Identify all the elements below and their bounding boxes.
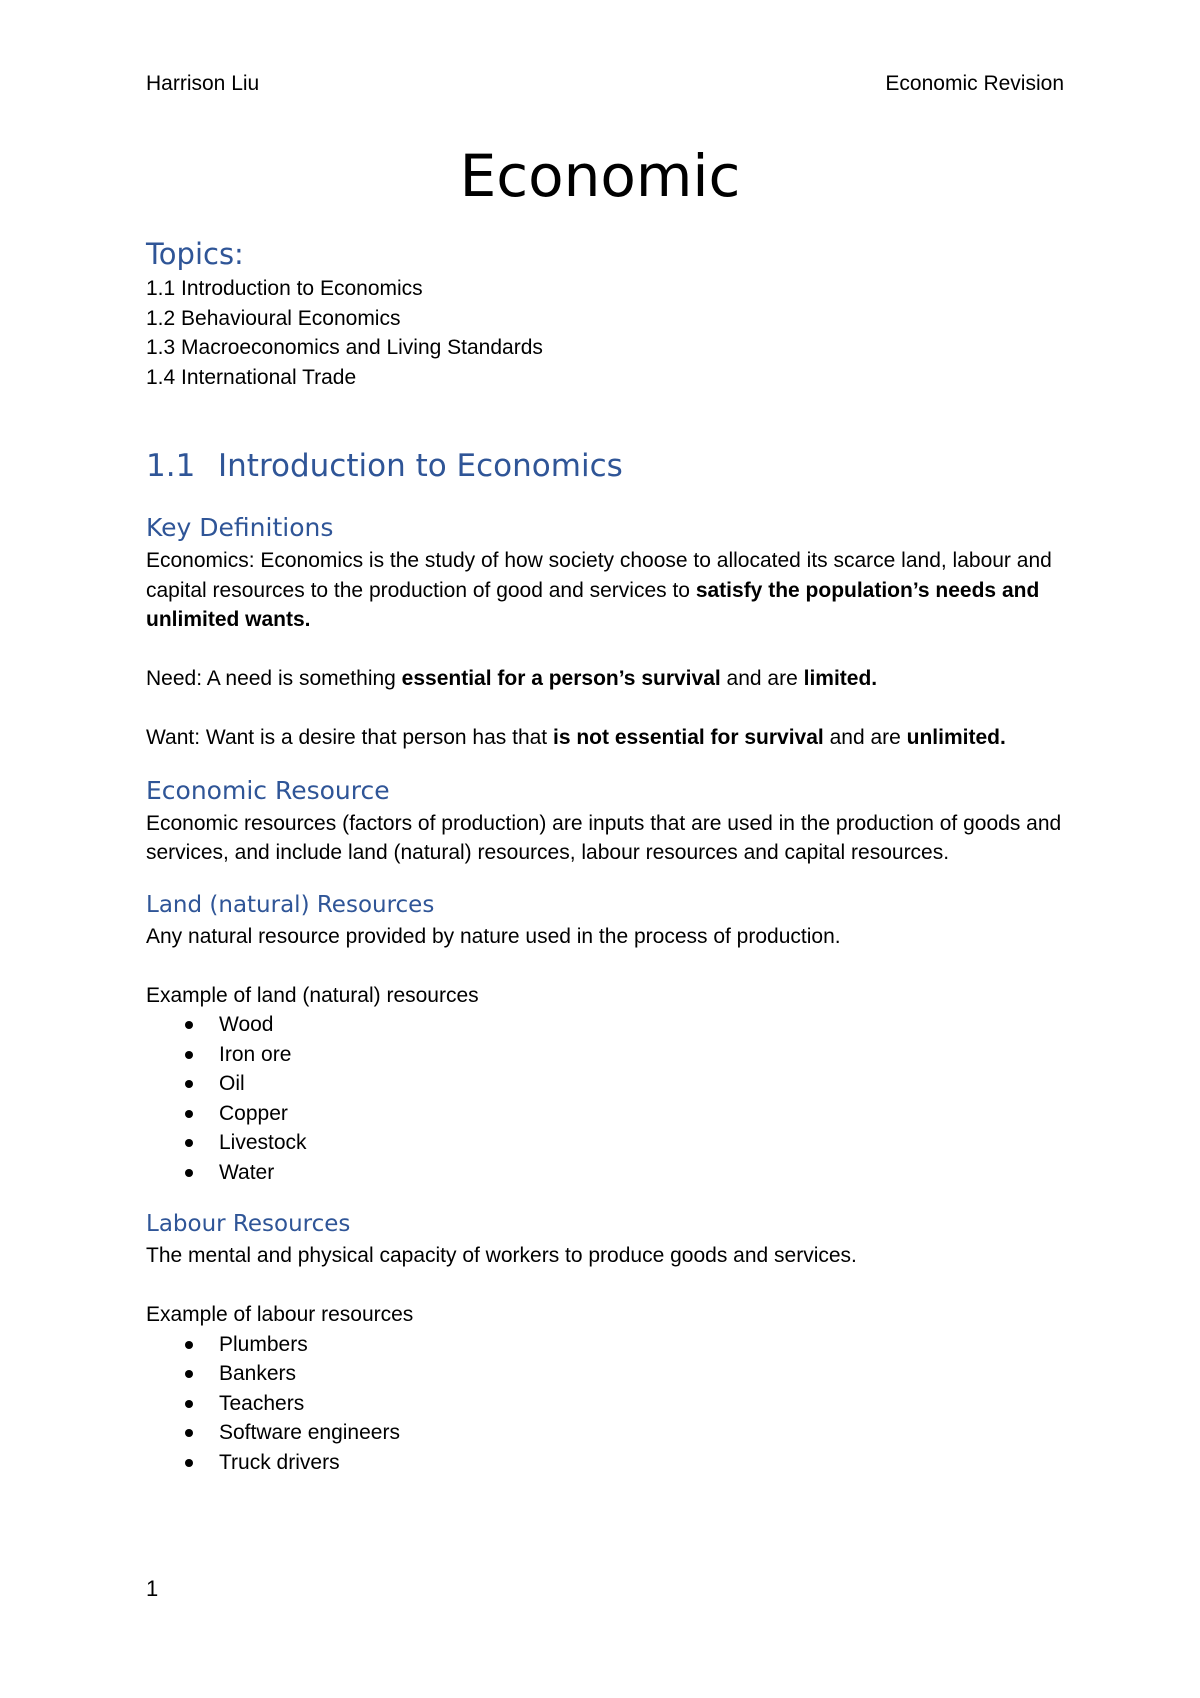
list-item: Iron ore xyxy=(146,1040,1066,1070)
section-heading xyxy=(146,444,1066,488)
economic-resource-text: Economic resources (factors of production) are inputs that are used in the production of goods and services, and include land (natural) resources, labour resources and capital resources. xyxy=(146,811,1062,864)
labour-example-label: Example of labour resources xyxy=(146,1303,414,1326)
topics-list xyxy=(146,274,1066,392)
list-item: Copper xyxy=(146,1099,1066,1129)
economic-resource-heading: Economic Resource xyxy=(146,775,390,805)
labour-resources-text: The mental and physical capacity of workers to produce goods and services. xyxy=(146,1244,857,1267)
labour-resources-heading: Labour Resources xyxy=(146,1211,351,1237)
key-definitions-heading: Key Definitions xyxy=(146,513,334,542)
land-resources-heading: Land (natural) Resources xyxy=(146,891,435,918)
land-example-label: Example of land (natural) resources xyxy=(146,983,479,1007)
topic-item: 1.2 Behavioural Economics xyxy=(146,306,401,330)
section-title: Introduction to Economics xyxy=(218,448,623,484)
labour-examples-list xyxy=(146,1330,1066,1478)
list-item: Truck drivers xyxy=(146,1448,1066,1478)
list-item: Software engineers xyxy=(146,1418,1066,1448)
list-item: Bankers xyxy=(146,1359,1066,1389)
economics-definition: Economics: Economics is the study of how society choose to allocated its scarce land, labour and capital resources to the production of good and services to satisfy the population’s needs and unlimited wants. xyxy=(146,549,1052,631)
section-number: 1.1 xyxy=(146,448,196,484)
header-doc-title: Economic Revision xyxy=(885,72,1064,95)
header-author: Harrison Liu xyxy=(146,72,260,95)
land-examples-list xyxy=(146,1010,1066,1187)
land-resources-text: Any natural resource provided by nature used in the process of production. xyxy=(146,924,841,948)
list-item: Plumbers xyxy=(146,1330,1066,1360)
page-number: 1 xyxy=(146,1576,159,1601)
list-item: Teachers xyxy=(146,1389,1066,1419)
list-item: Water xyxy=(146,1158,1066,1188)
list-item: Oil xyxy=(146,1069,1066,1099)
list-item: Wood xyxy=(146,1010,1066,1040)
topic-item: 1.1 Introduction to Economics xyxy=(146,277,423,300)
topic-item: 1.3 Macroeconomics and Living Standards xyxy=(146,336,543,359)
want-definition: Want: Want is a desire that person has that is not essential for survival and are unlimited. xyxy=(146,726,1006,749)
topic-item: 1.4 International Trade xyxy=(146,365,357,389)
document-title: Economic xyxy=(459,142,741,210)
document-body xyxy=(146,234,1066,1477)
topics-heading: Topics: xyxy=(146,237,244,271)
need-definition: Need: A need is something essential for a person’s survival and are limited. xyxy=(146,667,878,690)
list-item: Livestock xyxy=(146,1128,1066,1158)
